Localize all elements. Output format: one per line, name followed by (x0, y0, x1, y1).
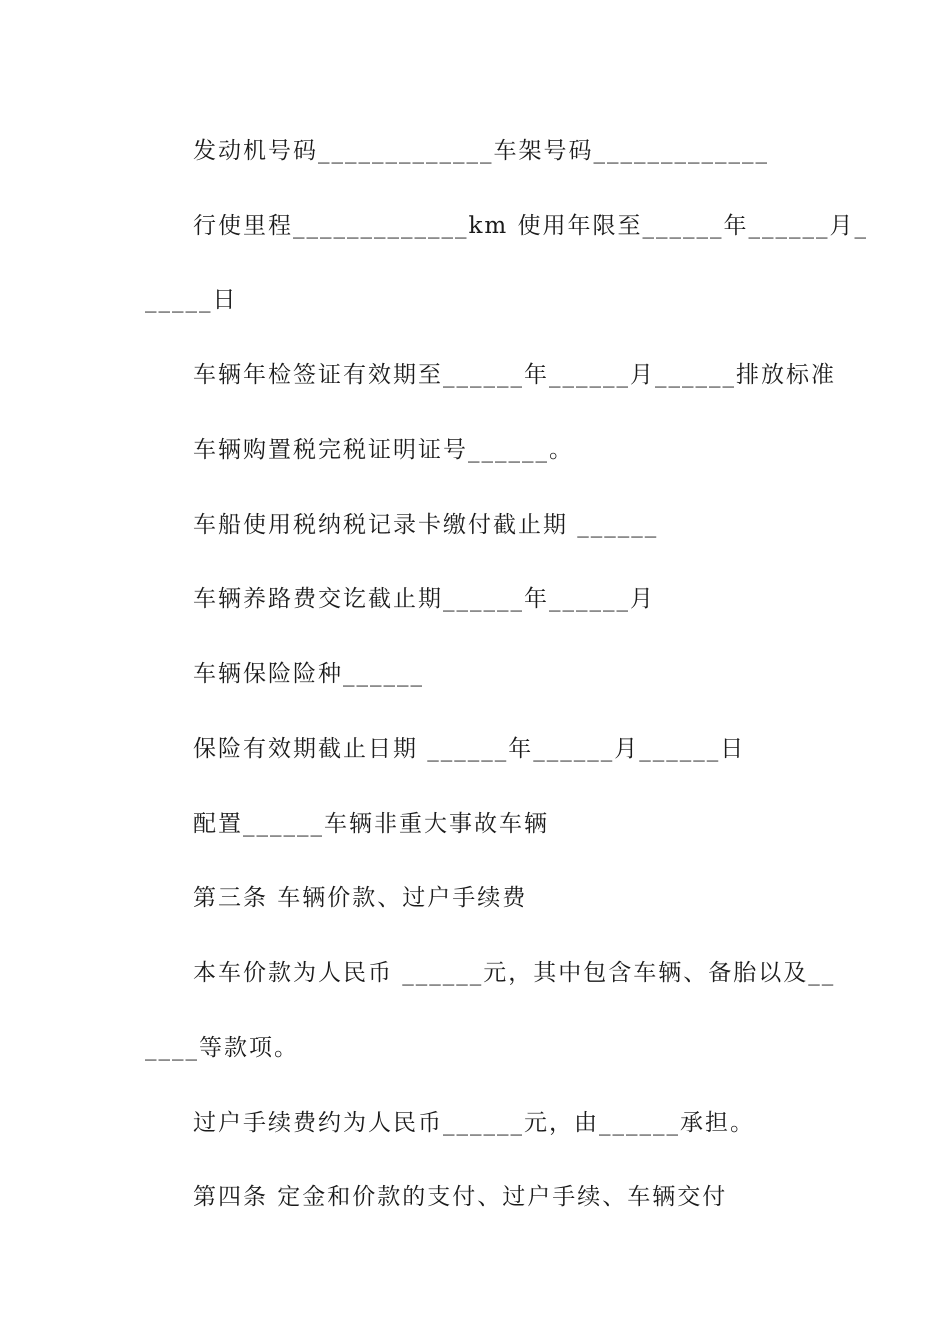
insurance-type-line (0, 654, 950, 694)
vehicle-price-line-continued (0, 1028, 950, 1068)
line-text: 配置______车辆非重大事故车辆 (193, 811, 549, 837)
annual-inspection-line (0, 355, 950, 395)
road-maintenance-fee-line (0, 579, 950, 619)
line-text: 车辆养路费交讫截止期______年______月 (193, 586, 655, 612)
insurance-expiry-line (0, 729, 950, 769)
line-text: 本车价款为人民币 ______元，其中包含车辆、备胎以及__ (193, 960, 836, 986)
line-text: 第四条 定金和价款的支付、过户手续、车辆交付 (193, 1184, 728, 1210)
mileage-line-continued (0, 280, 950, 320)
line-text: ____等款项。 (145, 1035, 299, 1061)
article-three-heading (0, 878, 950, 918)
line-text: 车辆年检签证有效期至______年______月______排放标准 (193, 362, 836, 388)
line-text: 行使里程_____________km 使用年限至______年______月_ (193, 213, 869, 239)
line-text: 车船使用税纳税记录卡缴付截止期 ______ (193, 512, 659, 538)
article-four-heading (0, 1177, 950, 1217)
engine-frame-number-line (0, 131, 950, 171)
vehicle-price-line (0, 953, 950, 993)
line-text: 车辆保险险种______ (193, 661, 424, 687)
line-text: 过户手续费约为人民币______元，由______承担。 (193, 1110, 755, 1136)
line-text: _____日 (145, 287, 238, 313)
transfer-fee-line (0, 1103, 950, 1143)
line-text: 保险有效期截止日期 ______年______月______日 (193, 736, 746, 762)
configuration-line (0, 804, 950, 844)
line-text: 发动机号码_____________车架号码_____________ (193, 138, 769, 164)
line-text: 第三条 车辆价款、过户手续费 (193, 885, 528, 911)
purchase-tax-line (0, 430, 950, 470)
line-text: 车辆购置税完税证明证号______。 (193, 437, 574, 463)
mileage-line (0, 206, 950, 246)
vessel-tax-line (0, 505, 950, 545)
